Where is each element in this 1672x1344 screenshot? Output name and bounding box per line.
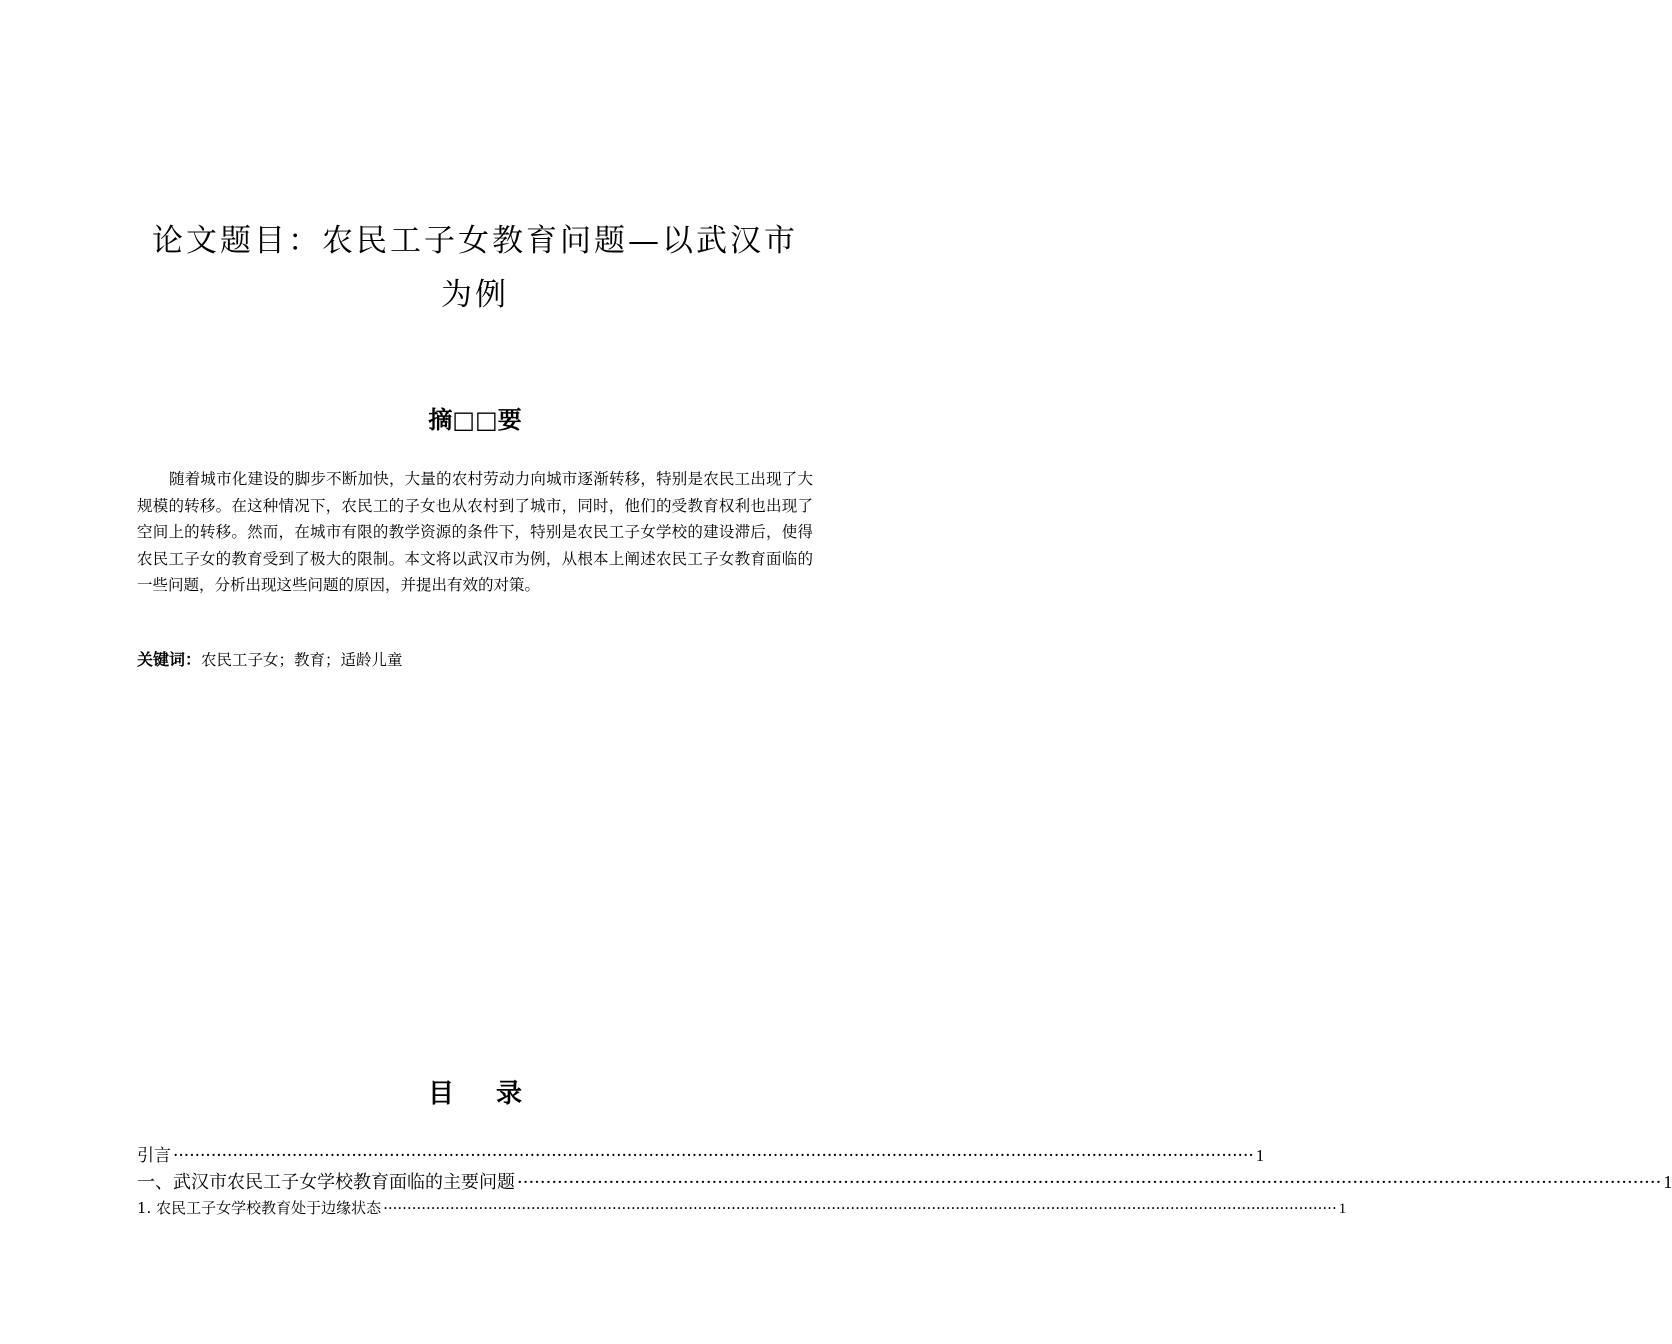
toc-entry-section-1[interactable]	[137, 1169, 1672, 1196]
toc-entry-introduction[interactable]	[137, 1143, 1265, 1169]
keywords-line	[137, 648, 813, 672]
keywords-value: 农民工子女；教育；适龄儿童	[201, 651, 403, 669]
toc-entry-page: 1	[1338, 1201, 1347, 1217]
toc-leader-dots: ········································································································································································································	[383, 1199, 1337, 1217]
table-of-contents	[137, 1143, 1672, 1222]
paper-title-line-1: 论文题目：农民工子女教育问题—以武汉市	[152, 223, 798, 259]
toc-entry-page: 1	[1663, 1172, 1672, 1192]
toc-leader-dots: ········································································································································································································	[173, 1146, 1254, 1166]
keywords-label: 关键词：	[137, 650, 202, 669]
toc-heading: 目录	[427, 1079, 564, 1109]
toc-entry-label: 引言	[137, 1146, 171, 1166]
toc-entry-page: 1	[1255, 1146, 1265, 1165]
paper-title	[120, 214, 830, 322]
abstract-body: 随着城市化建设的脚步不断加快，大量的农村劳动力向城市逐渐转移，特别是农民工出现了大规模的转移。在这种情况下，农民工的子女也从农村到了城市，同时，他们的受教育权利也出现了空间上的转移。然而，在城市有限的教学资源的条件下，特别是农民工子女学校的建设滞后，使得农民工子女的教育受到了极大的限制。本文将以武汉市为例，从根本上阐述农民工子女教育面临的一些问题，分析出现这些问题的原因，并提出有效的对策。	[137, 470, 813, 594]
toc-leader-dots: ········································································································································································································	[517, 1172, 1662, 1193]
paper-title-line-2: 为例	[441, 277, 509, 313]
abstract-heading: 摘□□要	[428, 406, 522, 434]
toc-entry-label: 1. 农民工子女学校教育处于边缘状态	[137, 1199, 382, 1217]
toc-entry-label: 一、武汉市农民工子女学校教育面临的主要问题	[137, 1172, 515, 1193]
toc-entry-section-1-1[interactable]	[137, 1196, 1347, 1222]
